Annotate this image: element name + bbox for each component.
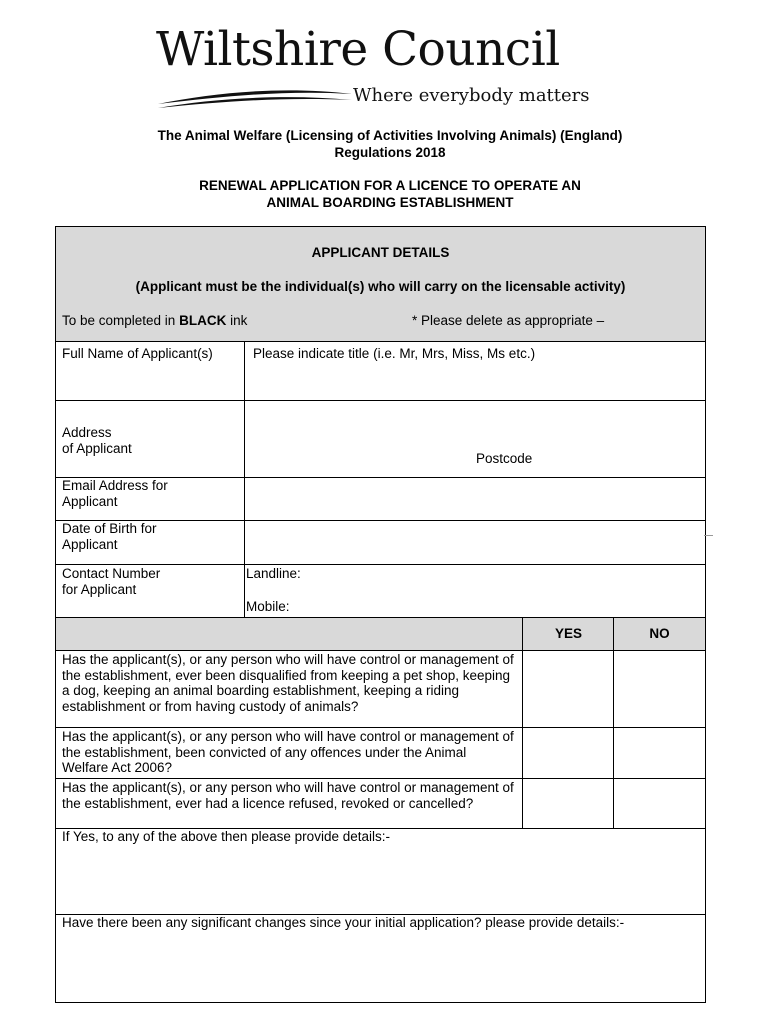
ink-suffix: ink (226, 313, 248, 328)
question-licence-refused: Has the applicant(s), or any person who will have control or management of the establishment, ever had a licence refused, revoked or cancelled? (62, 780, 514, 811)
regulation-line-2: Regulations 2018 (334, 145, 446, 160)
q3-no-box[interactable] (614, 779, 705, 828)
email-field[interactable] (245, 478, 705, 520)
q1-no-box[interactable] (614, 651, 705, 727)
details-prompt: If Yes, to any of the above then please provide details:- (62, 829, 390, 844)
email-label-line-1: Email Address for (62, 478, 168, 493)
address-label-line-2: of Applicant (62, 440, 132, 456)
logo-name: Wiltshire Council (156, 22, 560, 77)
dob-label-line-2: Applicant (62, 536, 118, 552)
yes-header: YES (554, 626, 582, 641)
dob-field[interactable] (245, 521, 705, 564)
form-title-line-1: RENEWAL APPLICATION FOR A LICENCE TO OPERATE AN (199, 178, 581, 193)
question-disqualified: Has the applicant(s), or any person who will have control or management of the establishment, ever been disqualified from keeping a pet shop, keeping a dog, keeping an animal boarding establishment, keeping a riding establishment or from having custody of animals? (62, 652, 514, 714)
ink-color: BLACK (179, 313, 227, 328)
yes-no-header-row (56, 618, 705, 650)
q3-yes-box[interactable] (523, 779, 613, 828)
address-label (62, 425, 132, 456)
regulation-line-1: The Animal Welfare (Licensing of Activities Involving Animals) (England) (157, 128, 623, 143)
full-name-hint: Please indicate title (i.e. Mr, Mrs, Miss, Ms etc.) (253, 346, 536, 361)
changes-field[interactable] (56, 915, 705, 1002)
address-label-line-1: Address (62, 425, 112, 440)
contact-field[interactable] (245, 565, 705, 617)
applicant-details-form (55, 226, 706, 1003)
q2-no-box[interactable] (614, 728, 705, 778)
section-subtitle: (Applicant must be the individual(s) who will carry on the licensable activity) (135, 279, 626, 294)
question-convicted: Has the applicant(s), or any person who will have control or management of the establishment, been convicted of any offences under the Animal Welfare Act 2006? (62, 729, 514, 775)
delete-note: * Please delete as appropriate – (412, 313, 605, 328)
details-field[interactable] (56, 829, 705, 914)
section-title: APPLICANT DETAILS (311, 245, 450, 260)
q1-yes-box[interactable] (523, 651, 613, 727)
landline-label: Landline: (246, 566, 301, 581)
wiltshire-council-logo (150, 22, 590, 114)
email-label (62, 478, 168, 509)
logo-tagline: Where everybody matters (353, 85, 590, 106)
postcode-label: Postcode (476, 451, 533, 466)
mobile-label: Mobile: (246, 599, 290, 614)
contact-label-line-1: Contact Number (62, 566, 161, 581)
form-title-line-2: ANIMAL BOARDING ESTABLISHMENT (266, 195, 514, 210)
margin-mark (704, 535, 713, 536)
swoosh-icon (156, 82, 356, 112)
full-name-label: Full Name of Applicant(s) (62, 346, 213, 361)
no-header: NO (649, 626, 670, 641)
changes-prompt: Have there been any significant changes since your initial application? please provide details:- (62, 915, 625, 930)
form-title (80, 177, 700, 211)
full-name-field[interactable] (245, 342, 705, 400)
address-field[interactable] (245, 401, 705, 477)
ink-prefix: To be completed in (62, 313, 180, 328)
regulation-heading (80, 127, 700, 161)
q2-yes-box[interactable] (523, 728, 613, 778)
dob-label (62, 521, 157, 552)
email-label-line-2: Applicant (62, 493, 118, 509)
section-header (56, 227, 705, 341)
contact-label-line-2: for Applicant (62, 581, 137, 597)
ink-instruction (62, 313, 247, 329)
contact-label (62, 566, 160, 597)
dob-label-line-1: Date of Birth for (62, 521, 157, 536)
